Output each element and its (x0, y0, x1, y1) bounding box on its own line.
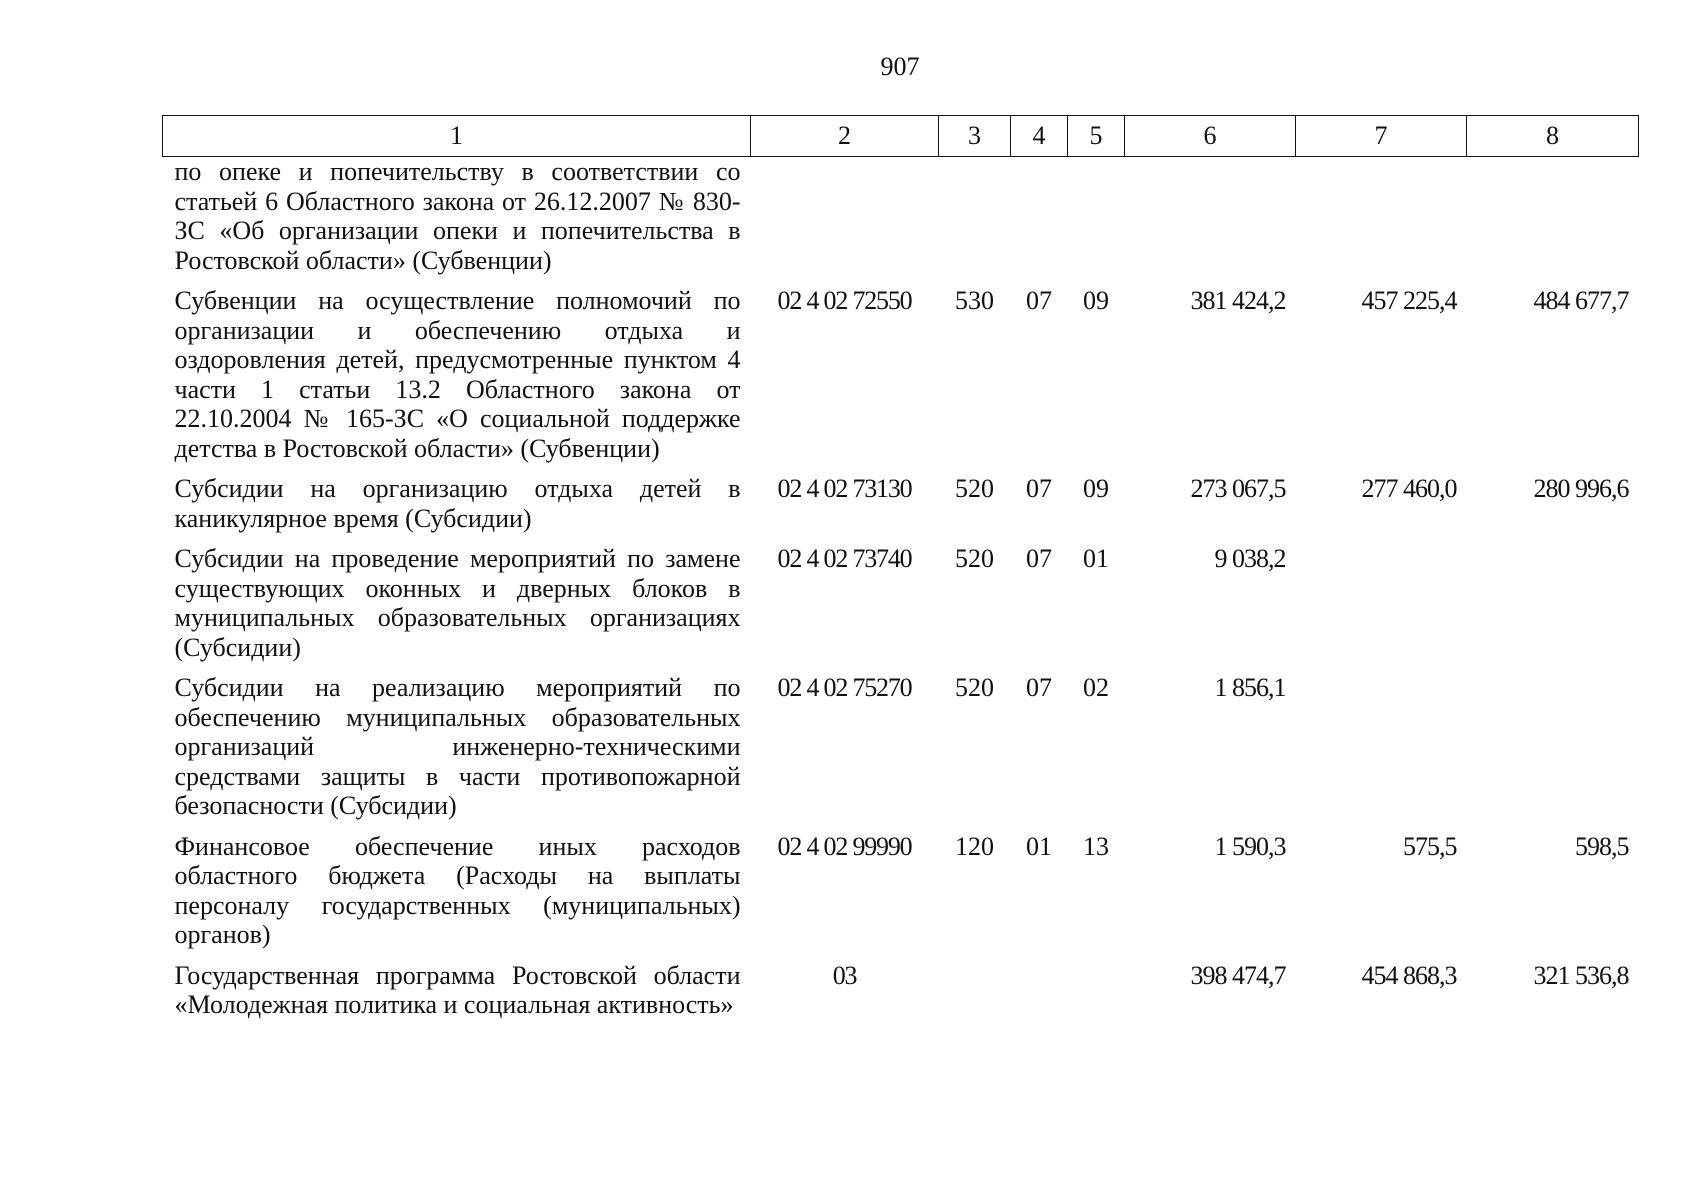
column-header-6: 6 (1125, 116, 1296, 157)
row-amount-col6: 273 067,5 (1190, 474, 1286, 503)
row-amount-col8: 321 536,8 (1533, 960, 1629, 990)
table-row (163, 673, 1639, 832)
row-amount-col7: 277 460,0 (1361, 474, 1457, 503)
row-amount-col7 (1296, 544, 1467, 673)
table-row (163, 474, 1639, 544)
row-description: Финансовое обеспечение иных расходов областного бюджета (Расходы на выплаты персоналу государственных (муниципальных) органов) (174, 831, 741, 949)
table-body (163, 157, 1639, 1020)
row-target-code: 02 4 02 73130 (777, 474, 912, 503)
row-target-code (751, 157, 939, 287)
row-expense-type: 520 (955, 673, 994, 702)
row-amount-col8: 598,5 (1575, 831, 1629, 861)
row-target-code: 03 (832, 960, 857, 990)
row-subsection (1068, 961, 1125, 1020)
row-amount-col8 (1467, 673, 1639, 832)
row-subsection: 13 (1083, 831, 1109, 861)
row-amount-col7 (1296, 673, 1467, 832)
row-amount-col7: 575,5 (1403, 831, 1457, 861)
table-row (163, 832, 1639, 961)
row-amount-col7 (1296, 157, 1467, 287)
row-expense-type: 120 (955, 831, 994, 861)
row-amount-col6: 381 424,2 (1190, 286, 1286, 315)
column-header-1: 1 (163, 116, 751, 157)
page-number: 907 (880, 52, 920, 81)
table-row (163, 286, 1639, 474)
row-description: Государственная программа Ростовской области «Молодежная политика и социальная активность» (174, 960, 741, 1019)
row-subsection: 09 (1083, 474, 1109, 503)
row-amount-col6: 398 474,7 (1190, 960, 1286, 990)
header-row (163, 116, 1639, 157)
table-header (163, 116, 1639, 157)
row-amount-col8 (1467, 544, 1639, 673)
row-amount-col6: 9 038,2 (1214, 544, 1286, 573)
row-amount-col6: 1 590,3 (1214, 831, 1286, 861)
row-section: 07 (1026, 673, 1052, 702)
column-header-8: 8 (1467, 116, 1639, 157)
row-subsection: 02 (1083, 673, 1109, 702)
row-section: 07 (1026, 474, 1052, 503)
row-expense-type: 530 (955, 286, 994, 315)
column-header-2: 2 (751, 116, 939, 157)
row-expense-type: 520 (955, 474, 994, 503)
row-target-code: 02 4 02 72550 (777, 286, 912, 315)
row-description: Субсидии на реализацию мероприятий по обеспечению муниципальных образовательных организаций инженерно-техническими средствами защиты в части противопожарной безопасности (Субсидии) (174, 673, 741, 820)
row-section (1011, 157, 1068, 287)
row-description: Субсидии на организацию отдыха детей в каникулярное время (Субсидии) (174, 474, 741, 533)
row-section: 07 (1026, 544, 1052, 573)
row-amount-col7: 454 868,3 (1361, 960, 1457, 990)
row-amount-col8: 484 677,7 (1533, 286, 1629, 315)
table-row (163, 544, 1639, 673)
table-row (163, 157, 1639, 287)
column-header-3: 3 (939, 116, 1011, 157)
row-section: 01 (1026, 831, 1052, 861)
row-target-code: 02 4 02 73740 (777, 544, 912, 573)
row-subsection (1068, 157, 1125, 287)
row-description: Субвенции на осуществление полномочий по организации и обеспечению отдыха и оздоровления детей, предусмотренные пунктом 4 части 1 статьи 13.2 Областного закона от 22.10.2004 № 165-ЗС «О социальной поддержке детства в Ростовской области» (Субвенции) (174, 286, 741, 463)
row-description: Субсидии на проведение мероприятий по замене существующих оконных и дверных блоков в муниципальных образовательных организациях (Субсидии) (174, 544, 741, 662)
row-subsection: 01 (1083, 544, 1109, 573)
row-expense-type (939, 157, 1011, 287)
table-row (163, 961, 1639, 1020)
row-amount-col7: 457 225,4 (1361, 286, 1457, 315)
row-section (1011, 961, 1068, 1020)
column-header-5: 5 (1068, 116, 1125, 157)
row-target-code: 02 4 02 99990 (777, 831, 912, 861)
column-header-4: 4 (1011, 116, 1068, 157)
row-section: 07 (1026, 286, 1052, 315)
budget-table (162, 115, 1639, 1020)
row-subsection: 09 (1083, 286, 1109, 315)
row-description: по опеке и попечительству в соответствии со статьей 6 Областного закона от 26.12.2007 № 830-ЗС «Об организации опеки и попечительства в Ростовской области» (Субвенции) (174, 157, 741, 275)
row-amount-col8: 280 996,6 (1533, 474, 1629, 503)
row-expense-type (939, 961, 1011, 1020)
row-amount-col6: 1 856,1 (1214, 673, 1286, 702)
row-amount-col8 (1467, 157, 1639, 287)
row-target-code: 02 4 02 75270 (777, 673, 912, 702)
column-header-7: 7 (1296, 116, 1467, 157)
row-amount-col6 (1125, 157, 1296, 287)
row-expense-type: 520 (955, 544, 994, 573)
